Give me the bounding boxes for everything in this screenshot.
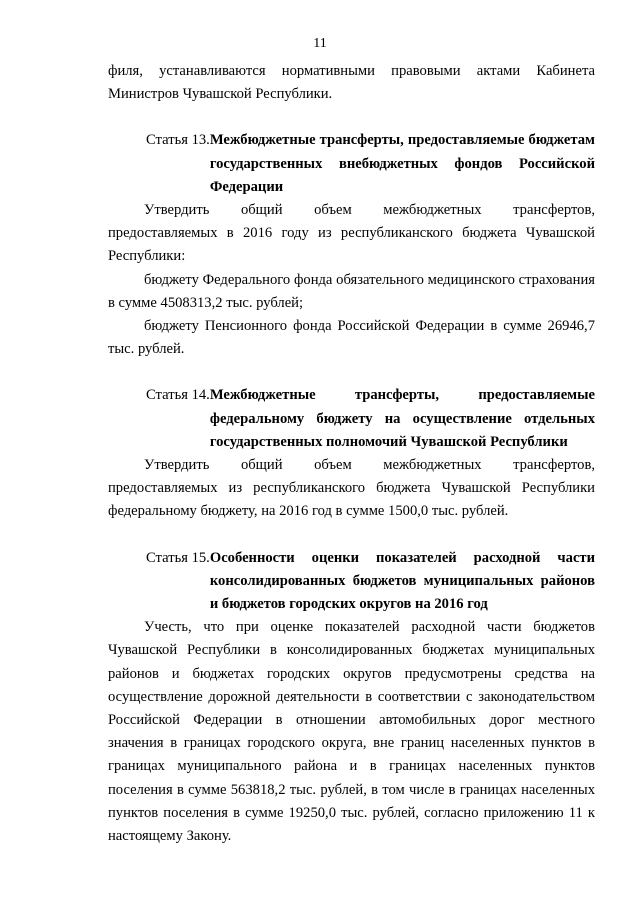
page-number: 11 <box>313 36 327 51</box>
article-15-label: Статья 15. <box>146 549 210 566</box>
article-15-paragraph-1: Учесть, что при оценке показателей расходной части бюджетов Чувашской Республики в консолидированных бюджетах муниципальных районов и бюджетах городских округов предусмотрены средства на осуществление дорожной деятельности в соответствии с законодательством Российской Федерации в отношении автомобильных дорог местного значения в границах городского округа, вне границ населенных пунктов в границах муниципального района и в границах населенных пунктов поселения в сумме 563818,2 тыс. рублей, в том числе в границах населенных пунктов поселения в сумме 19250,0 тыс. рублей, согласно приложению 11 к настоящему Закону. <box>108 619 595 845</box>
document-body <box>108 60 595 848</box>
article-14-title: Межбюджетные трансферты, предоставляемые федеральному бюджету на осуществление отдельных государственных полномочий Чувашской Республики <box>209 387 595 450</box>
article-14-paragraph-1: Утвердить общий объем межбюджетных трансфертов, предоставляемых из республиканского бюджета Чувашской Республики федеральному бюджету, на 2016 год в сумме 1500,0 тыс. рублей. <box>108 457 595 520</box>
article-13-title: Межбюджетные трансферты, предоставляемые бюджетам государственных внебюджетных фондов Российской Федерации <box>209 132 595 195</box>
article-13-heading <box>108 129 595 199</box>
article-14-label: Статья 14. <box>146 387 210 404</box>
article-15-title: Особенности оценки показателей расходной части консолидированных бюджетов муниципальных районов и бюджетов городских округов на 2016 год <box>209 549 595 613</box>
article-14-heading <box>108 384 595 454</box>
article-15-heading <box>108 547 595 617</box>
article-13-paragraph-3: бюджету Пенсионного фонда Российской Федерации в сумме 26946,7 тыс. рублей. <box>108 318 595 358</box>
intro-paragraph: филя, устанавливаются нормативными правовыми актами Кабинета Министров Чувашской Республики. <box>108 63 595 103</box>
article-13-paragraph-2: бюджету Федерального фонда обязательного медицинского страхования в сумме 4508313,2 тыс. рублей; <box>108 271 595 311</box>
article-13-label: Статья 13. <box>146 132 210 149</box>
article-13-paragraph-1: Утвердить общий объем межбюджетных трансфертов, предоставляемых в 2016 году из республиканского бюджета Чувашской Республики: <box>108 202 595 265</box>
